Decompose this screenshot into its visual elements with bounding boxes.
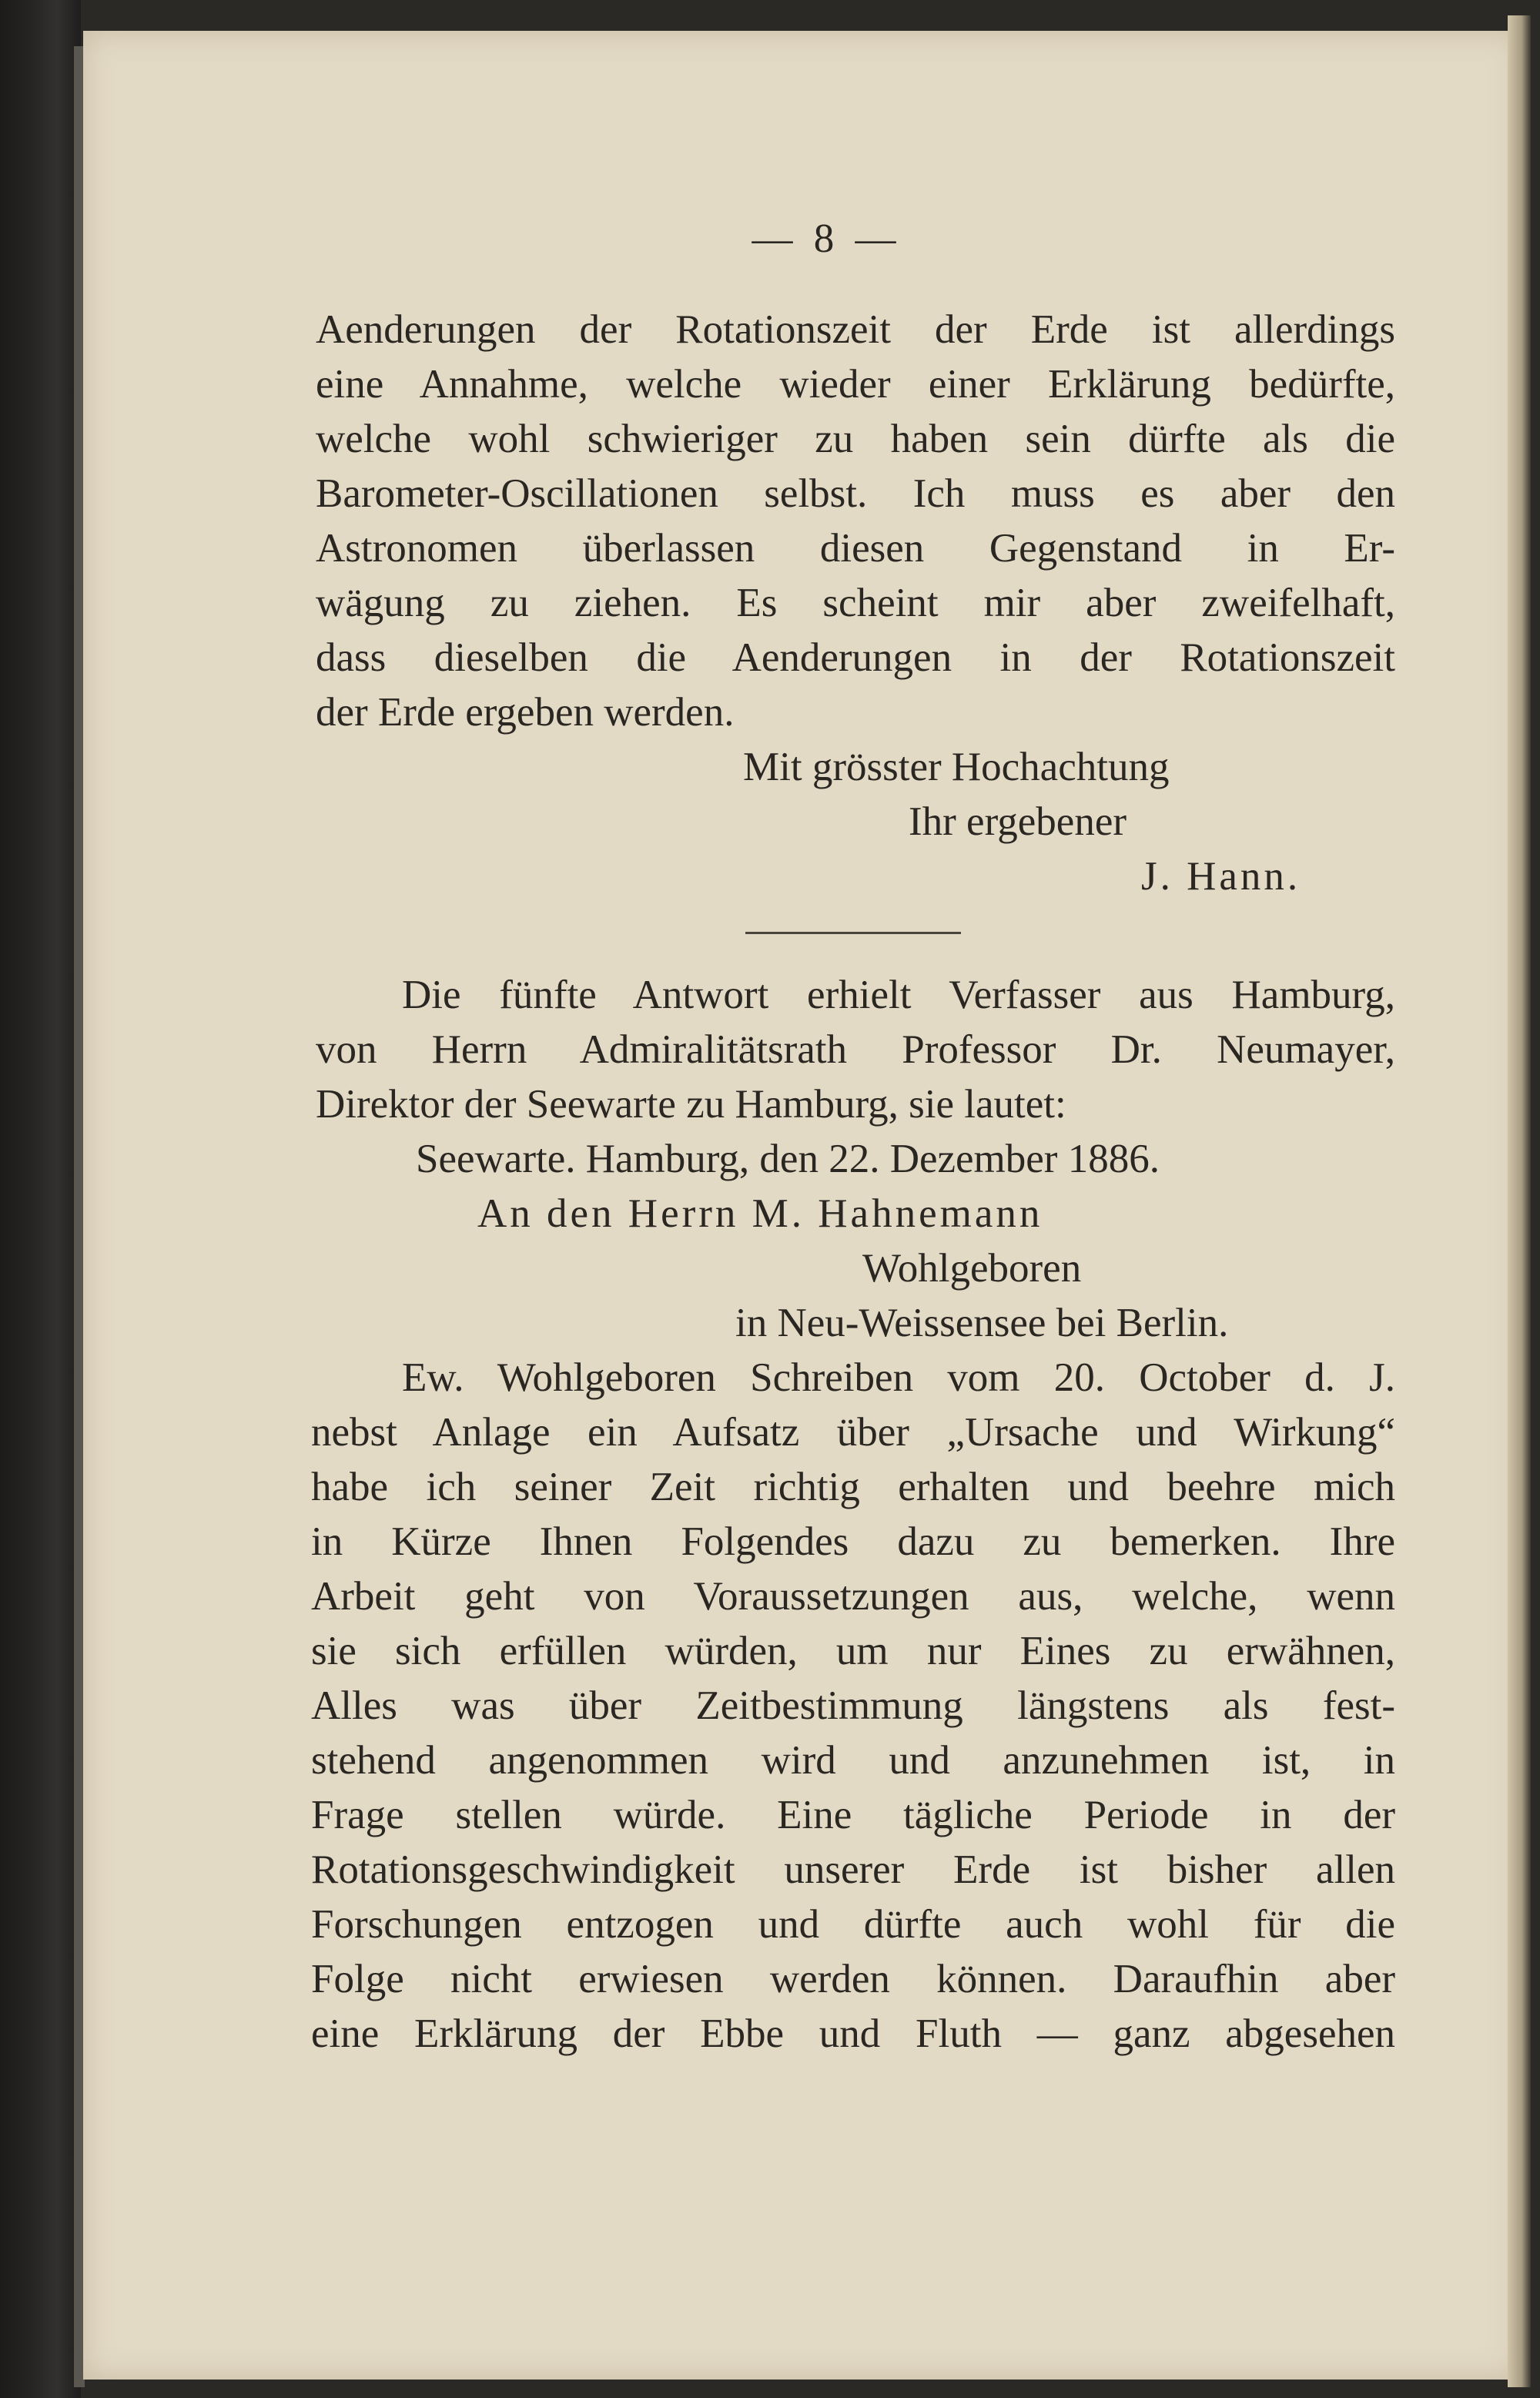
section-divider bbox=[745, 932, 961, 934]
closing-salutation: Mit grösster Hochachtung bbox=[743, 745, 1170, 789]
text-line-2: eine Annahme, welche wieder einer Erklärung bedürfte, bbox=[316, 362, 1395, 407]
text-line-29: Forschungen entzogen und dürfte auch wohl für die bbox=[311, 1902, 1395, 1947]
closing-signoff: Ihr ergebener bbox=[909, 799, 1127, 844]
text-line-1: Aenderungen der Rotationszeit der Erde ist allerdings bbox=[316, 307, 1395, 352]
text-line-14: Direktor der Seewarte zu Hamburg, sie lautet: bbox=[316, 1082, 1066, 1127]
letter-location: in Neu-Weissensee bei Berlin. bbox=[735, 1301, 1229, 1345]
text-line-7: dass dieselben die Aenderungen in der Rotationszeit bbox=[316, 635, 1395, 680]
text-line-4: Barometer-Oscillationen selbst. Ich muss es aber den bbox=[316, 471, 1395, 516]
page-edge bbox=[1508, 15, 1531, 2387]
text-line-28: Rotationsgeschwindigkeit unserer Erde ist bisher allen bbox=[311, 1847, 1395, 1892]
text-line-26: stehend angenommen wird und anzunehmen ist, in bbox=[311, 1738, 1395, 1783]
text-line-27: Frage stellen würde. Eine tägliche Periode in der bbox=[311, 1793, 1395, 1837]
page-number: — 8 — bbox=[752, 216, 896, 261]
text-line-19: Ew. Wohlgeboren Schreiben vom 20. October d. J. bbox=[402, 1355, 1395, 1400]
text-line-30: Folge nicht erwiesen werden können. Daraufhin aber bbox=[311, 1957, 1395, 2001]
letter-honorific: Wohlgeboren bbox=[862, 1246, 1082, 1291]
text-line-25: Alles was über Zeitbestimmung längstens als fest- bbox=[311, 1683, 1395, 1728]
letter-date: Seewarte. Hamburg, den 22. Dezember 1886. bbox=[416, 1137, 1160, 1181]
letter-addressee: An den Herrn M. Hahnemann bbox=[477, 1191, 1043, 1236]
text-line-20: nebst Anlage ein Aufsatz über „Ursache und Wirkung“ bbox=[311, 1410, 1395, 1455]
text-line-21: habe ich seiner Zeit richtig erhalten und beehre mich bbox=[311, 1465, 1395, 1509]
text-line-22: in Kürze Ihnen Folgendes dazu zu bemerken. Ihre bbox=[311, 1519, 1395, 1564]
signature-name: J. Hann. bbox=[1141, 854, 1301, 899]
text-line-5: Astronomen überlassen diesen Gegenstand in Er- bbox=[316, 526, 1395, 571]
text-line-6: wägung zu ziehen. Es scheint mir aber zweifelhaft, bbox=[316, 581, 1395, 625]
book-binding bbox=[0, 0, 81, 2398]
text-line-3: welche wohl schwieriger zu haben sein dürfte als die bbox=[316, 417, 1395, 461]
text-line-8: der Erde ergeben werden. bbox=[316, 690, 735, 735]
text-line-12: Die fünfte Antwort erhielt Verfasser aus Hamburg, bbox=[402, 973, 1395, 1017]
text-line-13: von Herrn Admiralitätsrath Professor Dr. Neumayer, bbox=[316, 1027, 1395, 1072]
text-line-23: Arbeit geht von Voraussetzungen aus, welche, wenn bbox=[311, 1574, 1395, 1619]
text-line-24: sie sich erfüllen würden, um nur Eines zu erwähnen, bbox=[311, 1629, 1395, 1673]
text-line-31: eine Erklärung der Ebbe und Fluth — ganz abgesehen bbox=[311, 2011, 1395, 2056]
